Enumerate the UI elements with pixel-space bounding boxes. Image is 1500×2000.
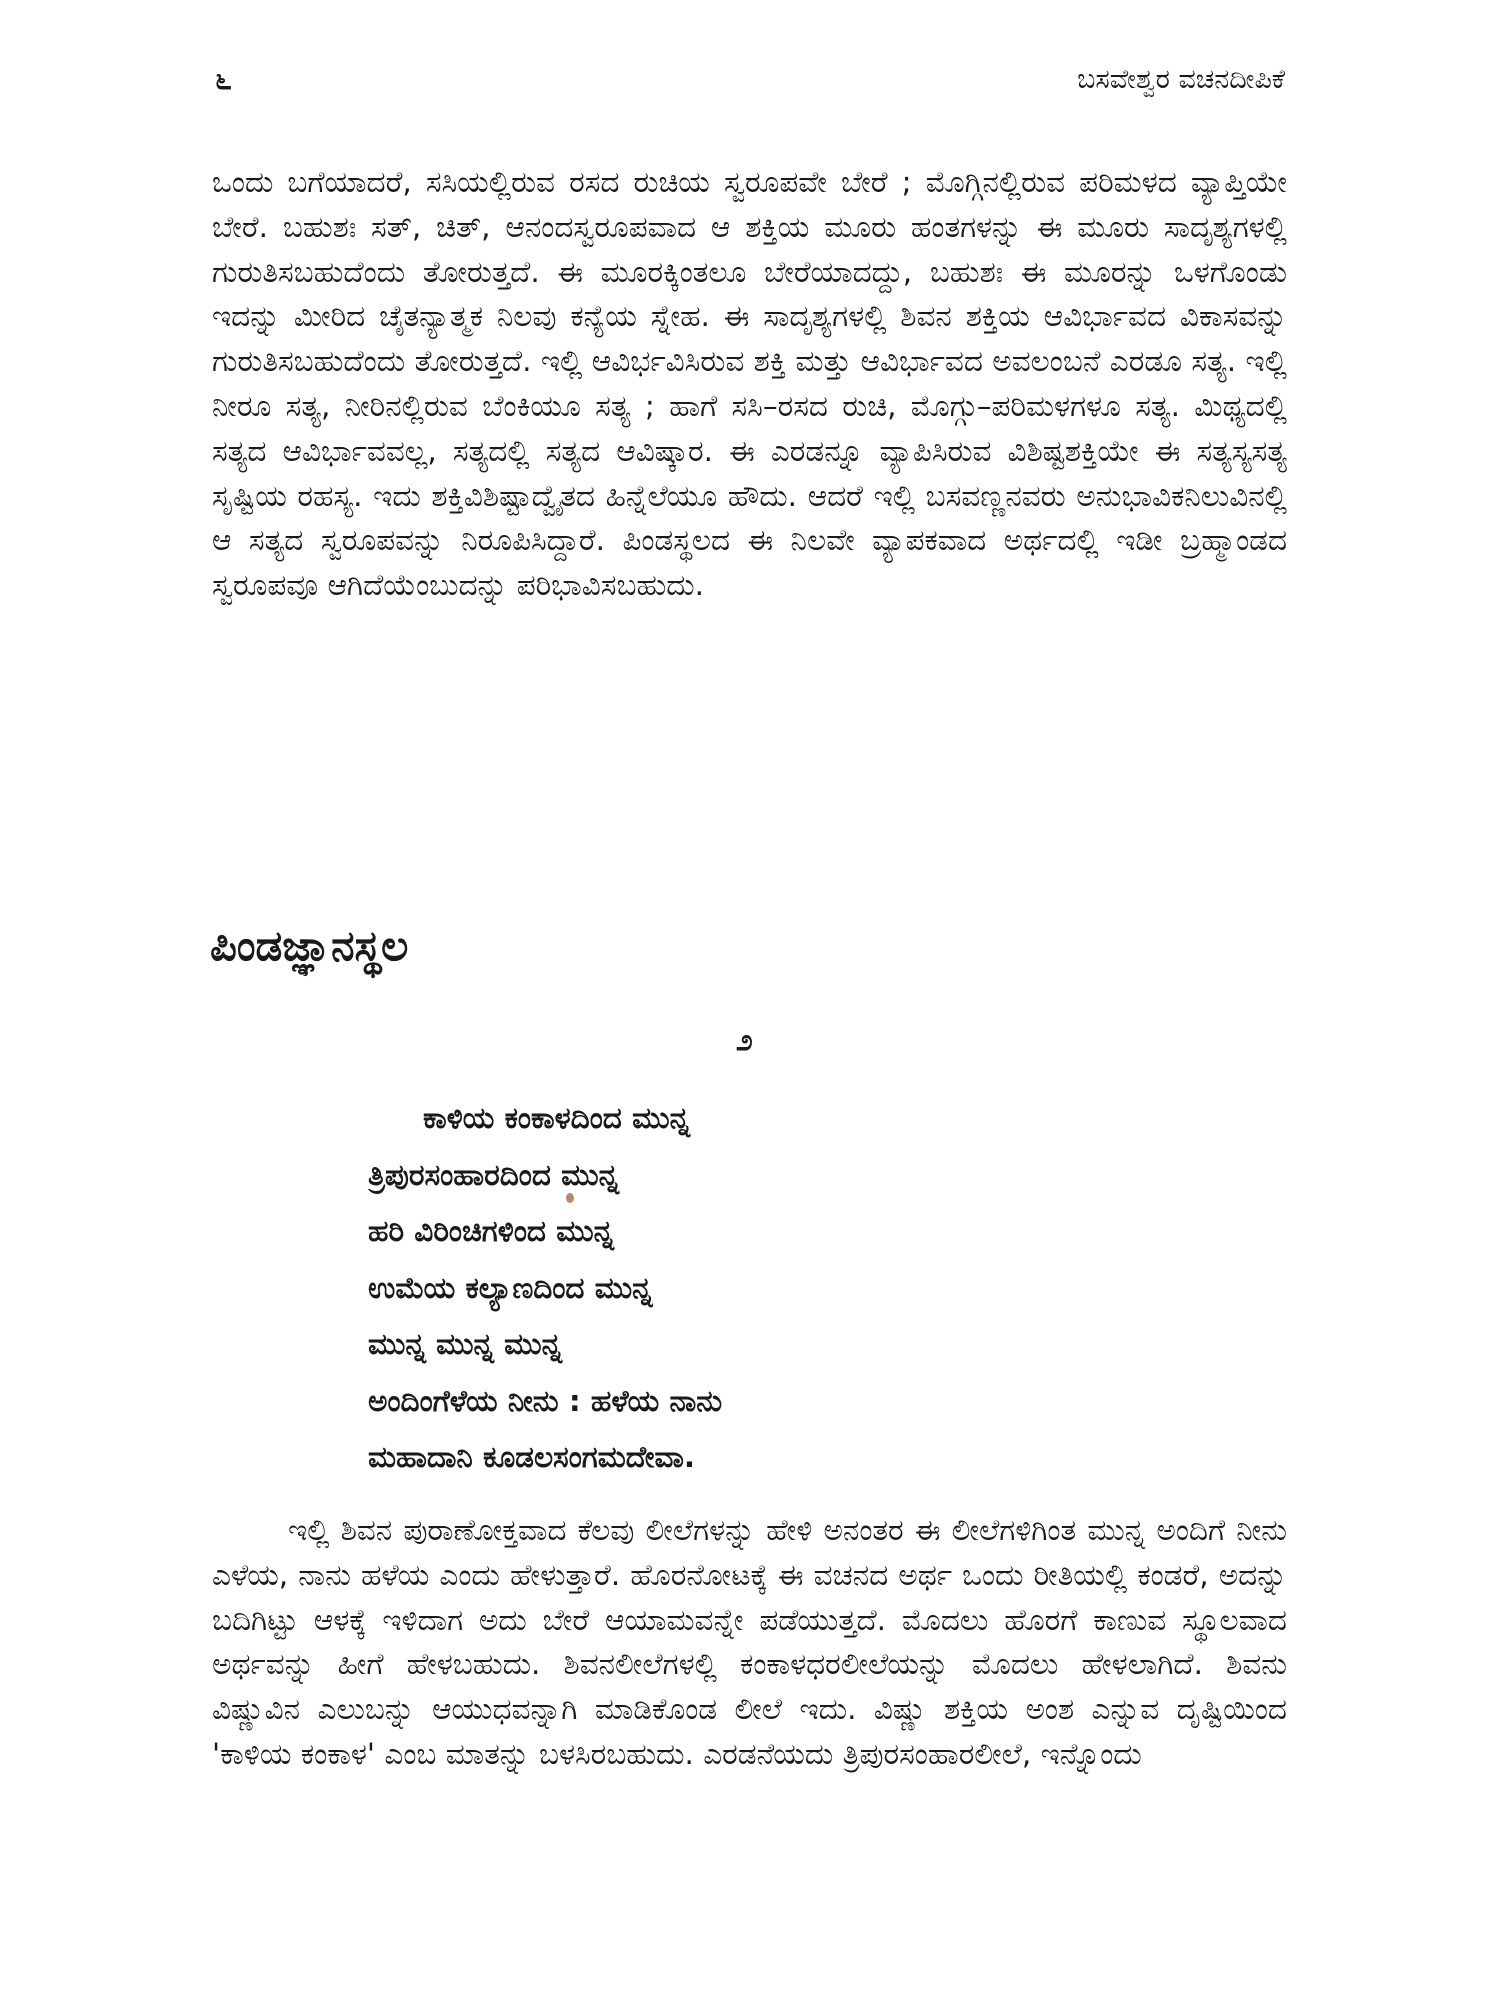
verse-line: ಮುನ್ನ ಮುನ್ನ ಮುನ್ನ: [368, 1327, 563, 1361]
verse-line: ತ್ರಿಪುರಸಂಹಾರದಿಂದ ಮುನ್ನ: [368, 1157, 619, 1192]
commentary-paragraph-text: ಇಲ್ಲಿ ಶಿವನ ಪುರಾಣೋಕ್ತವಾದ ಕೆಲವು ಲೀಲೆಗಳನ್ನು ಹೇಳಿ ಅನಂತರ ಈ ಲೀಲೆಗಳಿಗಿಂತ ಮುನ್ನ ಅಂದಿಗೆ ನೀನು ಎಳೆಯ, ನಾನು ಹಳೆಯ ಎಂದು ಹೇಳುತ್ತಾರೆ. ಹೊರನೋಟಕ್ಕೆ ಈ ವಚನದ ಅರ್ಥ ಒಂದು ರೀತಿಯಲ್ಲಿ ಕಂಡರೆ, ಅದನ್ನು ಬದಿಗಿಟ್ಟು ಆಳಕ್ಕೆ ಇಳಿದಾಗ ಅದು ಬೇರೆ ಆಯಾಮವನ್ನೇ ಪಡೆಯುತ್ತದೆ. ಮೊದಲು ಹೊರಗೆ ಕಾಣುವ ಸ್ಥೂಲವಾದ ಅರ್ಥವನ್ನು ಹೀಗೆ ಹೇಳಬಹುದು. ಶಿವನಲೀಲೆಗಳಲ್ಲಿ ಕಂಕಾಳಧರಲೀಲೆಯನ್ನು ಮೊದಲು ಹೇಳಲಾಗಿದೆ. ಶಿವನು ವಿಷ್ಣುವಿನ ಎಲುಬನ್ನು ಆಯುಧವನ್ನಾಗಿ ಮಾಡಿಕೊಂಡ ಲೀಲೆ ಇದು. ವಿಷ್ಣು ಶಕ್ತಿಯ ಅಂಶ ಎನ್ನುವ ದೃಷ್ಟಿಯಿಂದ 'ಕಾಳಿಯ ಕಂಕಾಳ' ಎಂಬ ಮಾತನ್ನು ಬಳಸಿರಬಹುದು. ಎರಡನೆಯದು ತ್ರಿಪುರಸಂಹಾರಲೀಲೆ, ಇನ್ನೊಂದು: [212, 1513, 1287, 1771]
intro-paragraph-text: ಒಂದು ಬಗೆಯಾದರೆ, ಸಸಿಯಲ್ಲಿರುವ ರಸದ ರುಚಿಯ ಸ್ವರೂಪವೇ ಬೇರೆ ; ಮೊಗ್ಗಿನಲ್ಲಿರುವ ಪರಿಮಳದ ವ್ಯಾಪ್ತಿಯೇ ಬೇರೆ. ಬಹುಶಃ ಸತ್, ಚಿತ್, ಆನಂದಸ್ವರೂಪವಾದ ಆ ಶಕ್ತಿಯ ಮೂರು ಹಂತಗಳನ್ನು ಈ ಮೂರು ಸಾದೃಶ್ಯಗಳಲ್ಲಿ ಗುರುತಿಸಬಹುದೆಂದು ತೋರುತ್ತದೆ. ಈ ಮೂರಕ್ಕಿಂತಲೂ ಬೇರೆಯಾದದ್ದು, ಬಹುಶಃ ಈ ಮೂರನ್ನು ಒಳಗೊಂಡು ಇದನ್ನು ಮೀರಿದ ಚೈತನ್ಯಾತ್ಮಕ ನಿಲವು ಕನ್ಯೆಯ ಸ್ನೇಹ. ಈ ಸಾದೃಶ್ಯಗಳಲ್ಲಿ ಶಿವನ ಶಕ್ತಿಯ ಆವಿರ್ಭಾವದ ವಿಕಾಸವನ್ನು ಗುರುತಿಸಬಹುದೆಂದು ತೋರುತ್ತದೆ. ಇಲ್ಲಿ ಆವಿರ್ಭವಿಸಿರುವ ಶಕ್ತಿ ಮತ್ತು ಆವಿರ್ಭಾವದ ಅವಲಂಬನೆ ಎರಡೂ ಸತ್ಯ. ಇಲ್ಲಿ ನೀರೂ ಸತ್ಯ, ನೀರಿನಲ್ಲಿರುವ ಬೆಂಕಿಯೂ ಸತ್ಯ ; ಹಾಗೆ ಸಸಿ–ರಸದ ರುಚಿ, ಮೊಗ್ಗು–ಪರಿಮಳಗಳೂ ಸತ್ಯ. ಮಿಥ್ಯದಲ್ಲಿ ಸತ್ಯದ ಆವಿರ್ಭಾವವಲ್ಲ, ಸತ್ಯದಲ್ಲಿ ಸತ್ಯದ ಆವಿಷ್ಕಾರ. ಈ ಎರಡನ್ನೂ ವ್ಯಾಪಿಸಿರುವ ವಿಶಿಷ್ಟಶಕ್ತಿಯೇ ಈ ಸತ್ಯಸ್ಯಸತ್ಯ ಸೃಷ್ಟಿಯ ರಹಸ್ಯ. ಇದು ಶಕ್ತಿವಿಶಿಷ್ಟಾದ್ವೈತದ ಹಿನ್ನೆಲೆಯೂ ಹೌದು. ಆದರೆ ಇಲ್ಲಿ ಬಸವಣ್ಣನವರು ಅನುಭಾವಿಕನಿಲುವಿನಲ್ಲಿ ಆ ಸತ್ಯದ ಸ್ವರೂಪವನ್ನು ನಿರೂಪಿಸಿದ್ದಾರೆ. ಪಿಂಡಸ್ಥಲದ ಈ ನಿಲವೇ ವ್ಯಾಪಕವಾದ ಅರ್ಥದಲ್ಲಿ ಇಡೀ ಬ್ರಹ್ಮಾಂಡದ ಸ್ವರೂಪವೂ ಆಗಿದೆಯೆಂಬುದನ್ನು ಪರಿಭಾವಿಸಬಹುದು.: [212, 165, 1287, 603]
verse-line: ಹರಿ ವಿರಿಂಚಿಗಳಿಂದ ಮುನ್ನ: [368, 1214, 615, 1248]
page-number: ೬: [215, 62, 232, 97]
section-heading: ಪಿಂಡಜ್ಞಾನಸ್ಥಲ: [210, 921, 409, 970]
intro-paragraph: [212, 160, 1287, 608]
verse-number: ೨: [736, 1023, 753, 1058]
verse-line: ಮಹಾದಾನಿ ಕೂಡಲಸಂಗಮದೇವಾ.: [368, 1440, 696, 1474]
page-header: [215, 62, 1285, 102]
verse-line: ಅಂದಿಂಗೆಳೆಯ ನೀನು : ಹಳೆಯ ನಾನು: [368, 1383, 723, 1418]
verse-line: ಉಮೆಯ ಕಲ್ಯಾಣದಿಂದ ಮುನ್ನ: [368, 1270, 653, 1305]
commentary-paragraph: [212, 1508, 1287, 1777]
vachana-verse: [368, 1090, 722, 1486]
ink-speck: [566, 1193, 574, 1203]
running-title: ಬಸವೇಶ್ವರ ವಚನದೀಪಿಕೆ: [1077, 64, 1285, 95]
verse-line: ಕಾಳಿಯ ಕಂಕಾಳದಿಂದ ಮುನ್ನ: [423, 1101, 690, 1135]
